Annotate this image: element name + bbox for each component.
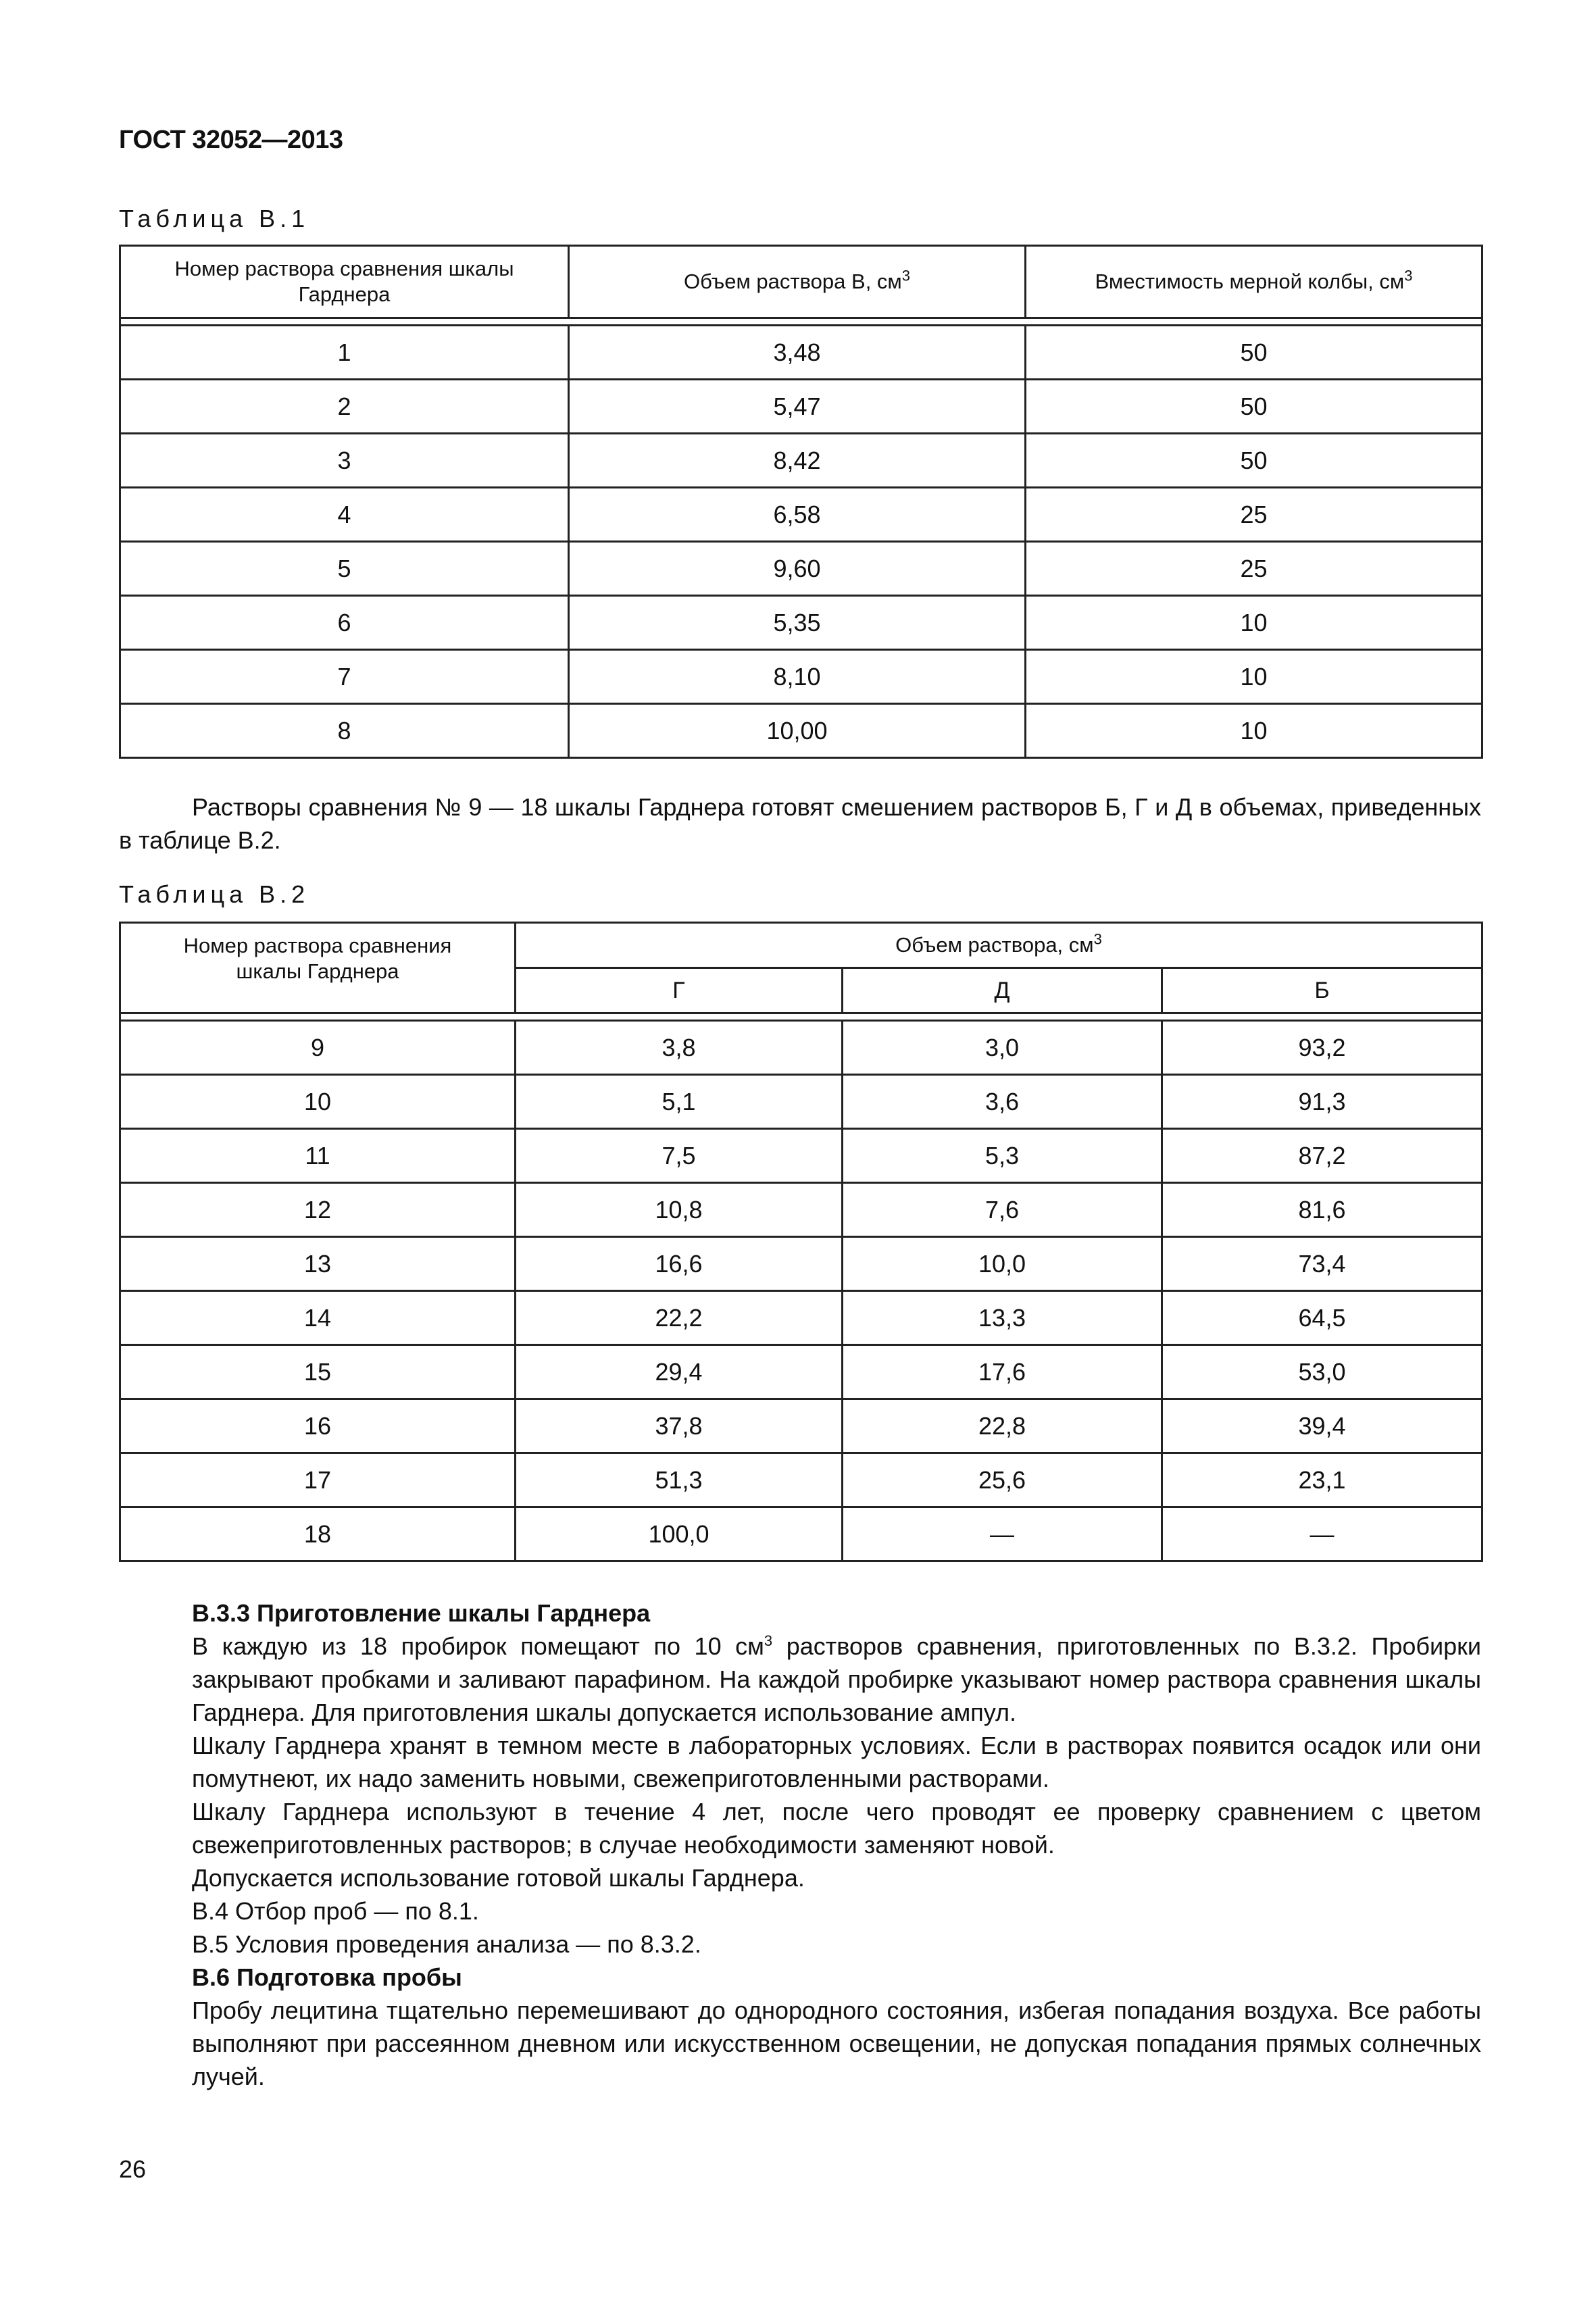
table-row <box>120 488 1482 542</box>
table1-header-capacity: Вместимость мерной колбы, $см^3$ <box>1026 246 1482 318</box>
cell: 3,8 <box>516 1021 843 1075</box>
cell: 1 <box>120 326 569 380</box>
table2-caption: Таблица В.2 <box>119 880 310 908</box>
cell: 10 <box>1026 704 1482 758</box>
table2-subheader-g: Г <box>516 968 843 1013</box>
cell: 53,0 <box>1162 1345 1482 1399</box>
cell: 10,8 <box>516 1183 843 1237</box>
table-row <box>120 596 1482 650</box>
cell: 22,8 <box>843 1399 1162 1453</box>
table-row <box>120 1021 1482 1075</box>
cell: 12 <box>120 1183 516 1237</box>
paragraph-between-tables <box>119 790 1481 857</box>
cell: 3,48 <box>569 326 1026 380</box>
cell: 10 <box>120 1075 516 1129</box>
cell: 87,2 <box>1162 1129 1482 1183</box>
cell: 3,6 <box>843 1075 1162 1129</box>
cell: 73,4 <box>1162 1237 1482 1291</box>
cell: 64,5 <box>1162 1291 1482 1345</box>
table-row <box>120 1345 1482 1399</box>
table2-header-volume-group: Объем раствора, $см^3$ <box>516 923 1482 968</box>
section-b33-paragraph: Шкалу Гарднера используют в течение 4 лет, после чего проводят ее проверку сравнением с цветом свежеприготовленных растворов; в случае необходимости заменяют новой. <box>192 1798 1481 1859</box>
cell: 29,4 <box>516 1345 843 1399</box>
cell: 3 <box>120 434 569 488</box>
table-row <box>120 1291 1482 1345</box>
cell: 93,2 <box>1162 1021 1482 1075</box>
cell: 6 <box>120 596 569 650</box>
cell: 100,0 <box>516 1507 843 1561</box>
section-b33-paragraph: Шкалу Гарднера хранят в темном месте в лабораторных условиях. Если в растворах появится осадок или они помутнеют, их надо заменить новыми, свежеприготовленными растворами. <box>192 1732 1481 1792</box>
cell: 91,3 <box>1162 1075 1482 1129</box>
table1-caption: Таблица В.1 <box>119 205 310 232</box>
cell: — <box>843 1507 1162 1561</box>
cell: 15 <box>120 1345 516 1399</box>
cell: 5,47 <box>569 380 1026 434</box>
header-separator <box>120 1013 1482 1021</box>
cell: 17 <box>120 1453 516 1507</box>
table1 <box>119 245 1483 759</box>
cell: 81,6 <box>1162 1183 1482 1237</box>
cell: 39,4 <box>1162 1399 1482 1453</box>
cell: 10 <box>1026 650 1482 704</box>
cell: 10,0 <box>843 1237 1162 1291</box>
table-row <box>120 1129 1482 1183</box>
cell: 8 <box>120 704 569 758</box>
table-row <box>120 434 1482 488</box>
cell: 10,00 <box>569 704 1026 758</box>
section-b6-paragraph: Пробу лецитина тщательно перемешивают до однородного состояния, избегая попадания воздуха. Все работы выполняют при рассеянном дневном или искусственном освещении, не допуская попадания прямых солнечных лучей. <box>192 1996 1481 2090</box>
header-separator <box>120 318 1482 326</box>
cell: 37,8 <box>516 1399 843 1453</box>
cell: 22,2 <box>516 1291 843 1345</box>
section-b33-heading: В.3.3 Приготовление шкалы Гарднера <box>192 1599 651 1627</box>
cell: 5 <box>120 542 569 596</box>
cell: — <box>1162 1507 1482 1561</box>
cell: 13 <box>120 1237 516 1291</box>
document-code: ГОСТ 32052—2013 <box>119 126 343 154</box>
cell: 14 <box>120 1291 516 1345</box>
paragraph-text: Растворы сравнения № 9 — 18 шкалы Гарднера готовят смешением растворов Б, Г и Д в объемах, приведенных в таблице В.2. <box>119 793 1481 854</box>
cell: 13,3 <box>843 1291 1162 1345</box>
cell: 50 <box>1026 326 1482 380</box>
cell: 5,1 <box>516 1075 843 1129</box>
table-row <box>120 326 1482 380</box>
cell: 8,10 <box>569 650 1026 704</box>
section-b33-paragraph: В каждую из 18 пробирок помещают по 10 $см^3$ растворов сравнения, приготовленных по В.3.2. Пробирки закрывают пробками и заливают парафином. На каждой пробирке указывают номер раствора сравнения шкалы Гарднера. Для приготовления шкалы допускается использование ампул. <box>192 1632 1481 1726</box>
table-row <box>120 1237 1482 1291</box>
table-row <box>120 650 1482 704</box>
table-row <box>120 1399 1482 1453</box>
table2-subheader-b: Б <box>1162 968 1482 1013</box>
cell: 51,3 <box>516 1453 843 1507</box>
cell: 9 <box>120 1021 516 1075</box>
cell: 7,5 <box>516 1129 843 1183</box>
table-row <box>120 1075 1482 1129</box>
cell: 9,60 <box>569 542 1026 596</box>
page-number: 26 <box>119 2155 147 2183</box>
table1-header-volume: Объем раствора В, $см^3$ <box>569 246 1026 318</box>
cell: 25,6 <box>843 1453 1162 1507</box>
cell: 5,35 <box>569 596 1026 650</box>
table-row <box>120 704 1482 758</box>
table-row <box>120 1507 1482 1561</box>
cell: 3,0 <box>843 1021 1162 1075</box>
section-b4-paragraph: В.4 Отбор проб — по 8.1. <box>192 1897 479 1925</box>
cell: 23,1 <box>1162 1453 1482 1507</box>
cell: 7 <box>120 650 569 704</box>
cell: 16,6 <box>516 1237 843 1291</box>
table1-header-number: Номер раствора сравнения шкалы Гарднера <box>120 246 569 318</box>
table-row <box>120 1453 1482 1507</box>
section-b6-heading: В.6 Подготовка пробы <box>192 1963 462 1991</box>
cell: 25 <box>1026 542 1482 596</box>
table-row <box>120 542 1482 596</box>
table-row <box>120 1183 1482 1237</box>
table-row <box>120 380 1482 434</box>
table2-header-number: Номер раствора сравнения шкалы Гарднера <box>120 923 516 1013</box>
cell: 2 <box>120 380 569 434</box>
cell: 10 <box>1026 596 1482 650</box>
cell: 25 <box>1026 488 1482 542</box>
section-b33-paragraph: Допускается использование готовой шкалы Гарднера. <box>192 1864 805 1892</box>
cell: 4 <box>120 488 569 542</box>
cell: 6,58 <box>569 488 1026 542</box>
cell: 7,6 <box>843 1183 1162 1237</box>
cell: 11 <box>120 1129 516 1183</box>
cell: 50 <box>1026 434 1482 488</box>
cell: 5,3 <box>843 1129 1162 1183</box>
table2-subheader-d: Д <box>843 968 1162 1013</box>
cell: 8,42 <box>569 434 1026 488</box>
cell: 16 <box>120 1399 516 1453</box>
table2 <box>119 922 1483 1562</box>
cell: 18 <box>120 1507 516 1561</box>
cell: 17,6 <box>843 1345 1162 1399</box>
section-b33 <box>119 1596 1481 2093</box>
cell: 50 <box>1026 380 1482 434</box>
section-b5-paragraph: В.5 Условия проведения анализа — по 8.3.2. <box>192 1930 701 1958</box>
